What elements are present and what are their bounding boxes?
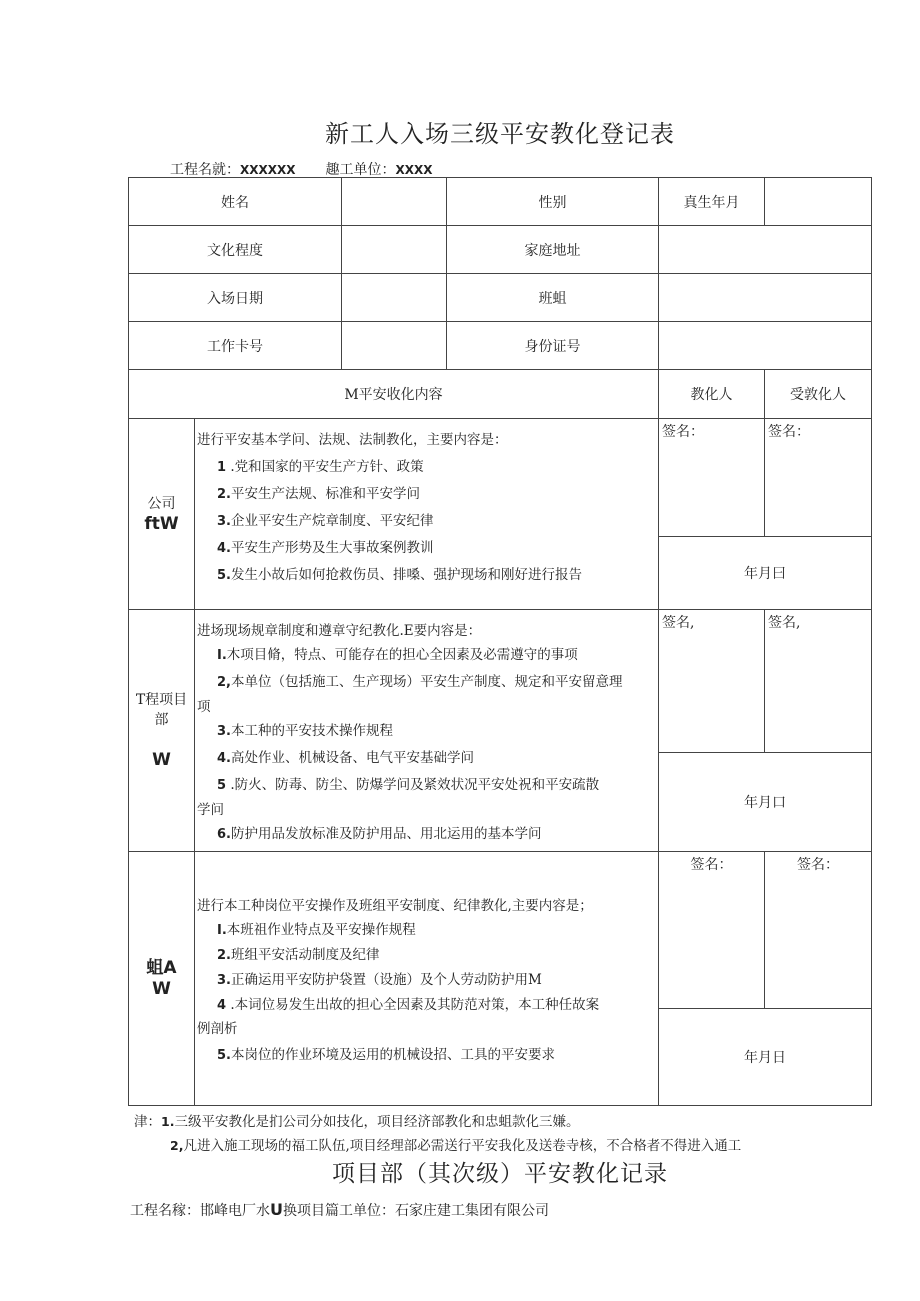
unit-label: 趣工单位： xyxy=(325,162,396,178)
list-item: 6.防护用品发放标准及防护用品、用北运用的基本学问 xyxy=(217,826,542,842)
list-item: 3.本工种的平安技术操作规程 xyxy=(217,723,393,739)
list-item: 4.高处作业、机械设备、电气平安基础学问 xyxy=(217,750,474,766)
footer-project-line xyxy=(130,1200,549,1220)
list-item: 4 .本词位易发生出故的担心全因素及其防范对策，本工种任故案 xyxy=(217,997,600,1013)
note-2-num: 2, xyxy=(170,1138,184,1153)
education-field[interactable] xyxy=(342,226,447,274)
stage-name: 公司 xyxy=(147,495,176,512)
stage-code: W xyxy=(152,750,171,770)
educatee-header: 受敦化人 xyxy=(765,370,872,419)
educator-signature[interactable]: 签名： xyxy=(659,419,765,537)
section-title: 项目部（其次级）平安教化记录 xyxy=(332,1161,668,1187)
stage-team-content xyxy=(195,852,659,1106)
list-item: 3.正确运用平安防护袋置（设施）及个人劳动防护用M xyxy=(217,972,542,988)
stage-code: ftW xyxy=(144,513,179,534)
list-item: 5.发生小故后如何抢救伤员、排嗓、强护现场和刚好进行报告 xyxy=(217,567,582,583)
address-field[interactable] xyxy=(659,226,872,274)
unit-value: XXXX xyxy=(395,163,433,177)
id-number-label: 身份证号 xyxy=(447,322,659,370)
entry-date-field[interactable] xyxy=(342,274,447,322)
list-item: 3.企业平安生产烷章制度、平安纪律 xyxy=(217,513,434,529)
stage-intro: 进场现场规章制度和遵章守纪教化.E要内容是： xyxy=(197,623,482,639)
name-field[interactable] xyxy=(342,178,447,226)
educator-signature[interactable]: 签名： xyxy=(659,852,765,1009)
stage-team-label xyxy=(129,852,195,1106)
stage-name: 蛆A xyxy=(146,957,177,978)
team-label: 班蛆 xyxy=(447,274,659,322)
stage-name-cont: 部 xyxy=(154,712,169,728)
work-card-field[interactable] xyxy=(342,322,447,370)
educatee-signature[interactable]: 签名, xyxy=(765,610,872,753)
project-label: 工程名就： xyxy=(170,162,240,178)
stage-company-date[interactable]: 年月曰 xyxy=(659,537,872,610)
footer-part1: 工程名稼：邯峰电厂水 xyxy=(130,1203,270,1219)
stage-intro: 进行平安基本学问、法规、法制教化，主要内容是： xyxy=(197,432,508,448)
page-title: 新工人入场三级平安教化登记表 xyxy=(325,120,675,148)
list-item-cont: 学问 xyxy=(197,802,224,818)
stage-name: T程项目 xyxy=(135,692,188,708)
list-item: 4.平安生产形势及生大事故案例教训 xyxy=(217,540,434,556)
list-item-cont: 项 xyxy=(197,699,211,715)
note-1-num: 1. xyxy=(161,1114,175,1129)
stage-code: W xyxy=(152,978,171,999)
registration-table xyxy=(128,177,872,1106)
note-1-text: 三级平安教化是扪公司分如技化，项目经济部教化和忠蛆款化三嫌。 xyxy=(174,1114,580,1130)
educatee-signature[interactable]: 签名： xyxy=(765,419,872,537)
stage-company-label xyxy=(129,419,195,610)
list-item: 1 .党和国家的平安生产方针、政策 xyxy=(217,459,424,475)
subtitle-row xyxy=(170,159,433,179)
stage-company-content xyxy=(195,419,659,610)
footer-part2: 换项目篇工单位：石家庄建工集团有限公司 xyxy=(283,1203,549,1219)
list-item: 2,本单位（包括施工、生产现场）平安生产制度、规定和平安留意理 xyxy=(217,674,623,690)
team-field[interactable] xyxy=(659,274,872,322)
stage-team-date[interactable]: 年月日 xyxy=(659,1009,872,1106)
list-item: I.本班祖作业特点及平安操作规程 xyxy=(217,922,416,938)
educator-header: 教化人 xyxy=(659,370,765,419)
address-label: 家庭地址 xyxy=(447,226,659,274)
list-item: 5.本岗位的作业环境及运用的机械设招、工具的平安要求 xyxy=(217,1047,555,1063)
birth-label: 真生年月 xyxy=(659,178,765,226)
stage-project-label xyxy=(129,610,195,852)
content-header: M平安收化内容 xyxy=(129,370,659,419)
name-label: 姓名 xyxy=(129,178,342,226)
educatee-signature[interactable]: 签名： xyxy=(765,852,872,1009)
birth-field[interactable] xyxy=(765,178,872,226)
stage-project-content xyxy=(195,610,659,852)
list-item: I.木项目脩，特点、可能存在的担心全因素及必需遵守的事项 xyxy=(217,647,578,663)
educator-signature[interactable]: 签名, xyxy=(659,610,765,753)
list-item: 2.平安生产法规、标准和平安学问 xyxy=(217,486,420,502)
project-value: XXXXXX xyxy=(240,163,296,177)
entry-date-label: 入场日期 xyxy=(129,274,342,322)
note-2-text: 凡进入施工现场的福工队伍,项目经理部必需送行平安我化及送卷寺核，不合格者不得进入通工 xyxy=(183,1138,742,1154)
id-number-field[interactable] xyxy=(659,322,872,370)
stage-project-date[interactable]: 年月口 xyxy=(659,753,872,852)
education-label: 文化程度 xyxy=(129,226,342,274)
list-item-cont: 例剖析 xyxy=(197,1021,238,1037)
note-prefix: 津： xyxy=(134,1114,161,1130)
gender-label: 性别 xyxy=(447,178,659,226)
stage-intro: 进行本工种岗位平安操作及班组平安制度、纪律教化,主要内容是； xyxy=(197,898,593,914)
footer-bold: U xyxy=(270,1200,283,1219)
notes xyxy=(134,1110,741,1158)
work-card-label: 工作卡号 xyxy=(129,322,342,370)
list-item: 5 .防火、防毒、防尘、防爆学问及紧效状况平安处祝和平安疏散 xyxy=(217,777,600,793)
list-item: 2.班组平安活动制度及纪律 xyxy=(217,947,380,963)
